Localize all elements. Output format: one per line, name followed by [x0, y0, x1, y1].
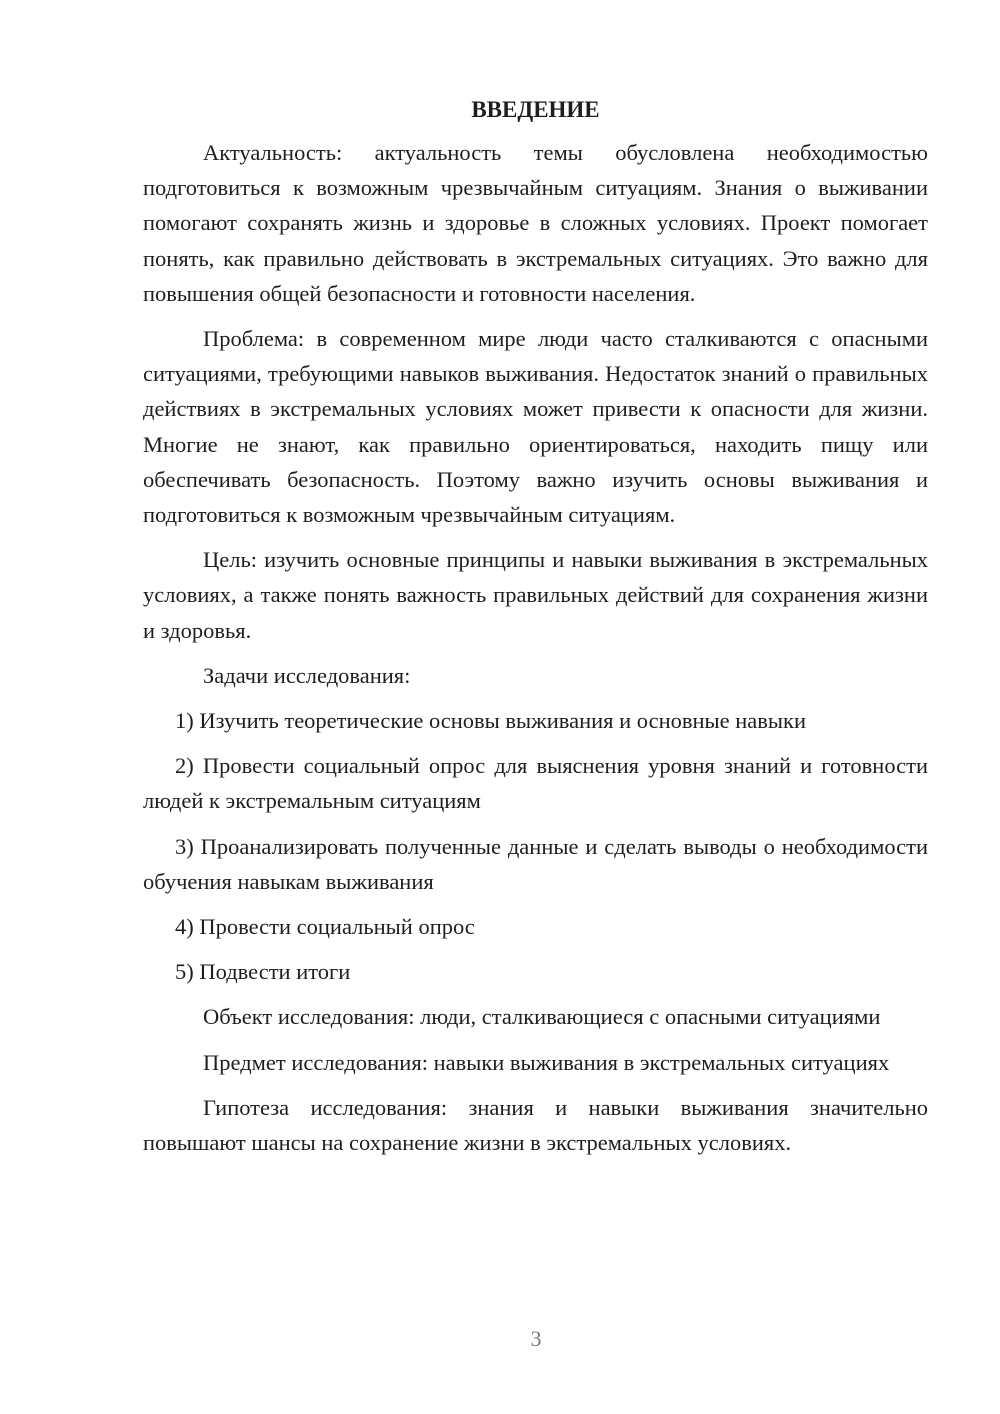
- tasks-heading: Задачи исследования:: [203, 662, 411, 688]
- task-item-1: 1) Изучить теоретические основы выживания и основные навыки: [175, 708, 807, 734]
- task-item-5: 5) Подвести итоги: [175, 959, 351, 985]
- problem-paragraph: Проблема: в современном мире люди часто сталкиваются с опасными ситуациями, требующими навыков выживания. Недостаток знаний о правильных действиях в экстремальных условиях может привести к опасности для жизни. Многие не знают, как правильно ориентироваться, находить пищу или обеспечивать безопасность. Поэтому важно изучить основы выживания и подготовиться к возможным чрезвычайным ситуациям.: [143, 326, 928, 528]
- hypothesis-paragraph: Гипотеза исследования: знания и навыки выживания значительно повышают шансы на сохранение жизни в экстремальных условиях.: [143, 1094, 928, 1156]
- document-page: [143, 92, 928, 1170]
- research-object-paragraph: Объект исследования: люди, сталкивающиеся с опасными ситуациями: [203, 1004, 881, 1030]
- task-item-2: 2) Провести социальный опрос для выяснения уровня знаний и готовности людей к экстремальным ситуациям: [143, 753, 928, 814]
- task-item-4: 4) Провести социальный опрос: [175, 914, 475, 940]
- page-number: 3: [530, 1326, 542, 1351]
- goal-paragraph: Цель: изучить основные принципы и навыки выживания в экстремальных условиях, а также понять важность правильных действий для сохранения жизни и здоровья.: [143, 547, 928, 643]
- task-item-3: 3) Проанализировать полученные данные и сделать выводы о необходимости обучения навыкам выживания: [143, 833, 928, 894]
- page-title: ВВЕДЕНИЕ: [471, 97, 600, 122]
- relevance-paragraph: Актуальность: актуальность темы обусловлена необходимостью подготовиться к возможным чрезвычайным ситуациям. Знания о выживании помогают сохранять жизнь и здоровье в сложных условиях. Проект помогает понять, как правильно действовать в экстремальных ситуациях. Это важно для повышения общей безопасности и готовности населения.: [143, 140, 928, 306]
- research-subject-paragraph: Предмет исследования: навыки выживания в экстремальных ситуациях: [203, 1049, 890, 1075]
